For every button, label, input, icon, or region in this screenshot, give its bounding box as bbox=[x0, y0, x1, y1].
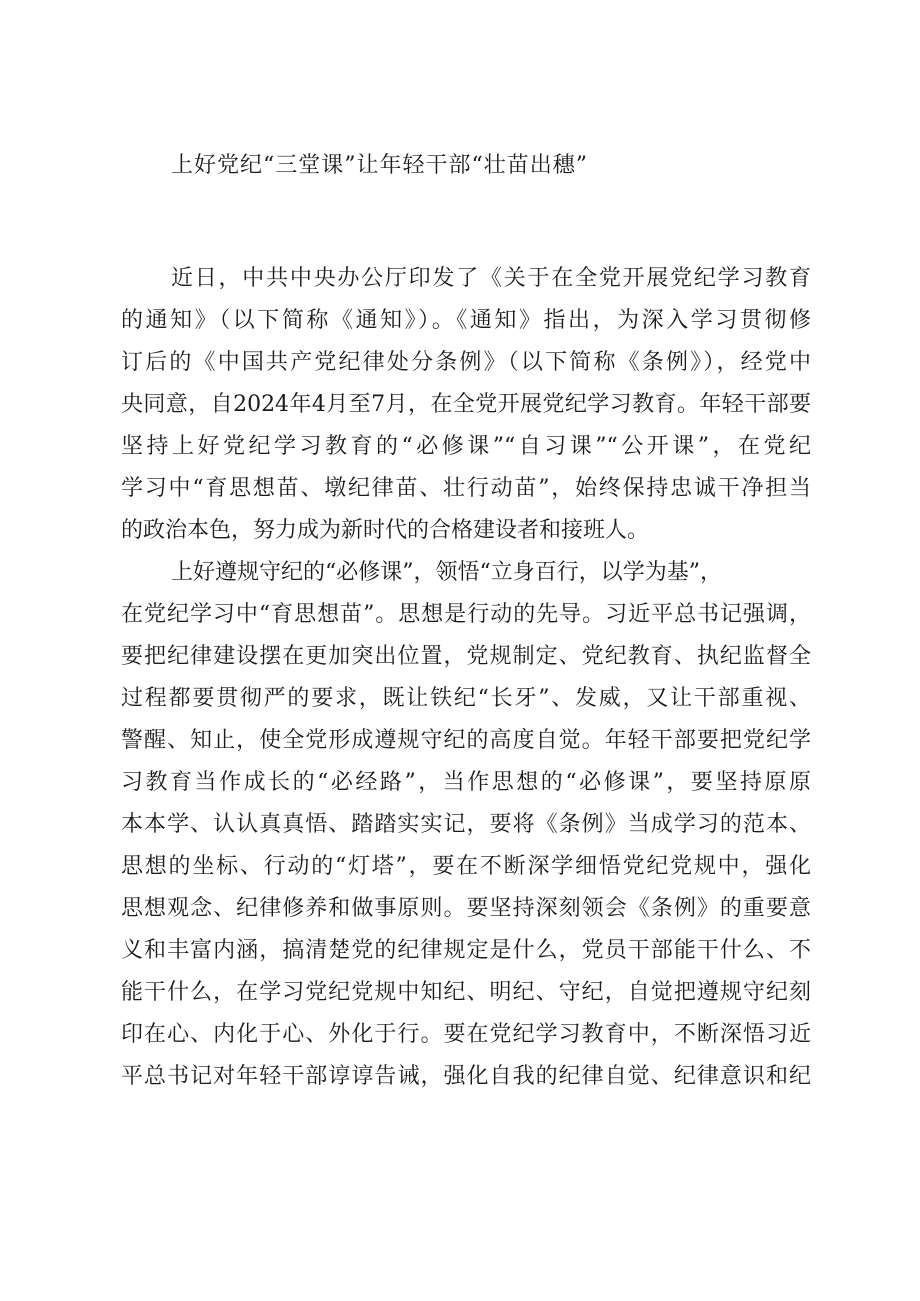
paragraph-2-line: 上好遵规守纪的“必修课”，领悟“立身百行，以学为基”， bbox=[171, 560, 722, 585]
paragraph-1-line: 坚持上好党纪学习教育的“必修课”“自习课”“公开课”，在党纪 bbox=[121, 434, 811, 459]
paragraph-1-line: 订后的《中国共产党纪律处分条例》（以下简称《条例》），经党中 bbox=[121, 350, 811, 375]
paragraph-1-line: 央同意，自2024年4月至7月，在全党开展党纪学习教育。年轻干部要 bbox=[121, 392, 811, 417]
paragraph-2-line: 义和丰富内涵，搞清楚党的纪律规定是什么，党员干部能干什么、不 bbox=[121, 938, 811, 963]
paragraph-2-line: 平总书记对年轻干部谆谆告诫，强化自我的纪律自觉、纪律意识和纪 bbox=[121, 1064, 811, 1089]
article-body bbox=[121, 258, 811, 1098]
paragraph-2-line: 要把纪律建设摆在更加突出位置，党规制定、党纪教育、执纪监督全 bbox=[121, 644, 811, 669]
paragraph-2-line: 警醒、知止，使全党形成遵规守纪的高度自觉。年轻干部要把党纪学 bbox=[121, 728, 811, 753]
paragraph-2-line: 思想观念、纪律修养和做事原则。要坚持深刻领会《条例》的重要意 bbox=[121, 896, 811, 921]
paragraph-2-line: 在党纪学习中“育思想苗”。思想是行动的先导。习近平总书记强调， bbox=[121, 602, 811, 627]
paragraph-1-line: 学习中“育思想苗、墩纪律苗、壮行动苗”，始终保持忠诚干净担当 bbox=[121, 476, 811, 501]
paragraph-2-line: 本本学、认认真真悟、踏踏实实记，要将《条例》当成学习的范本、 bbox=[121, 812, 811, 837]
paragraph-2-line: 过程都要贯彻严的要求，既让铁纪“长牙”、发威，又让干部重视、 bbox=[121, 686, 811, 711]
paragraph-2-line: 习教育当作成长的“必经路”，当作思想的“必修课”，要坚持原原 bbox=[121, 770, 811, 795]
paragraph-2-line: 思想的坐标、行动的“灯塔”，要在不断深学细悟党纪党规中，强化 bbox=[121, 854, 811, 879]
paragraph-1-line: 的政治本色，努力成为新时代的合格建设者和接班人。 bbox=[121, 518, 650, 543]
paragraph-2-line: 印在心、内化于心、外化于行。要在党纪学习教育中，不断深悟习近 bbox=[121, 1022, 811, 1047]
paragraph-1-line: 的通知》（以下简称《通知》）。《通知》指出，为深入学习贯彻修 bbox=[121, 308, 811, 333]
paragraph-2-line: 能干什么，在学习党纪党规中知纪、明纪、守纪，自觉把遵规守纪刻 bbox=[121, 980, 811, 1005]
paragraph-1-line: 近日，中共中央办公厅印发了《关于在全党开展党纪学习教育 bbox=[171, 266, 811, 291]
article-title: 上好党纪“三堂课”让年轻干部“壮苗出穗” bbox=[171, 153, 588, 178]
